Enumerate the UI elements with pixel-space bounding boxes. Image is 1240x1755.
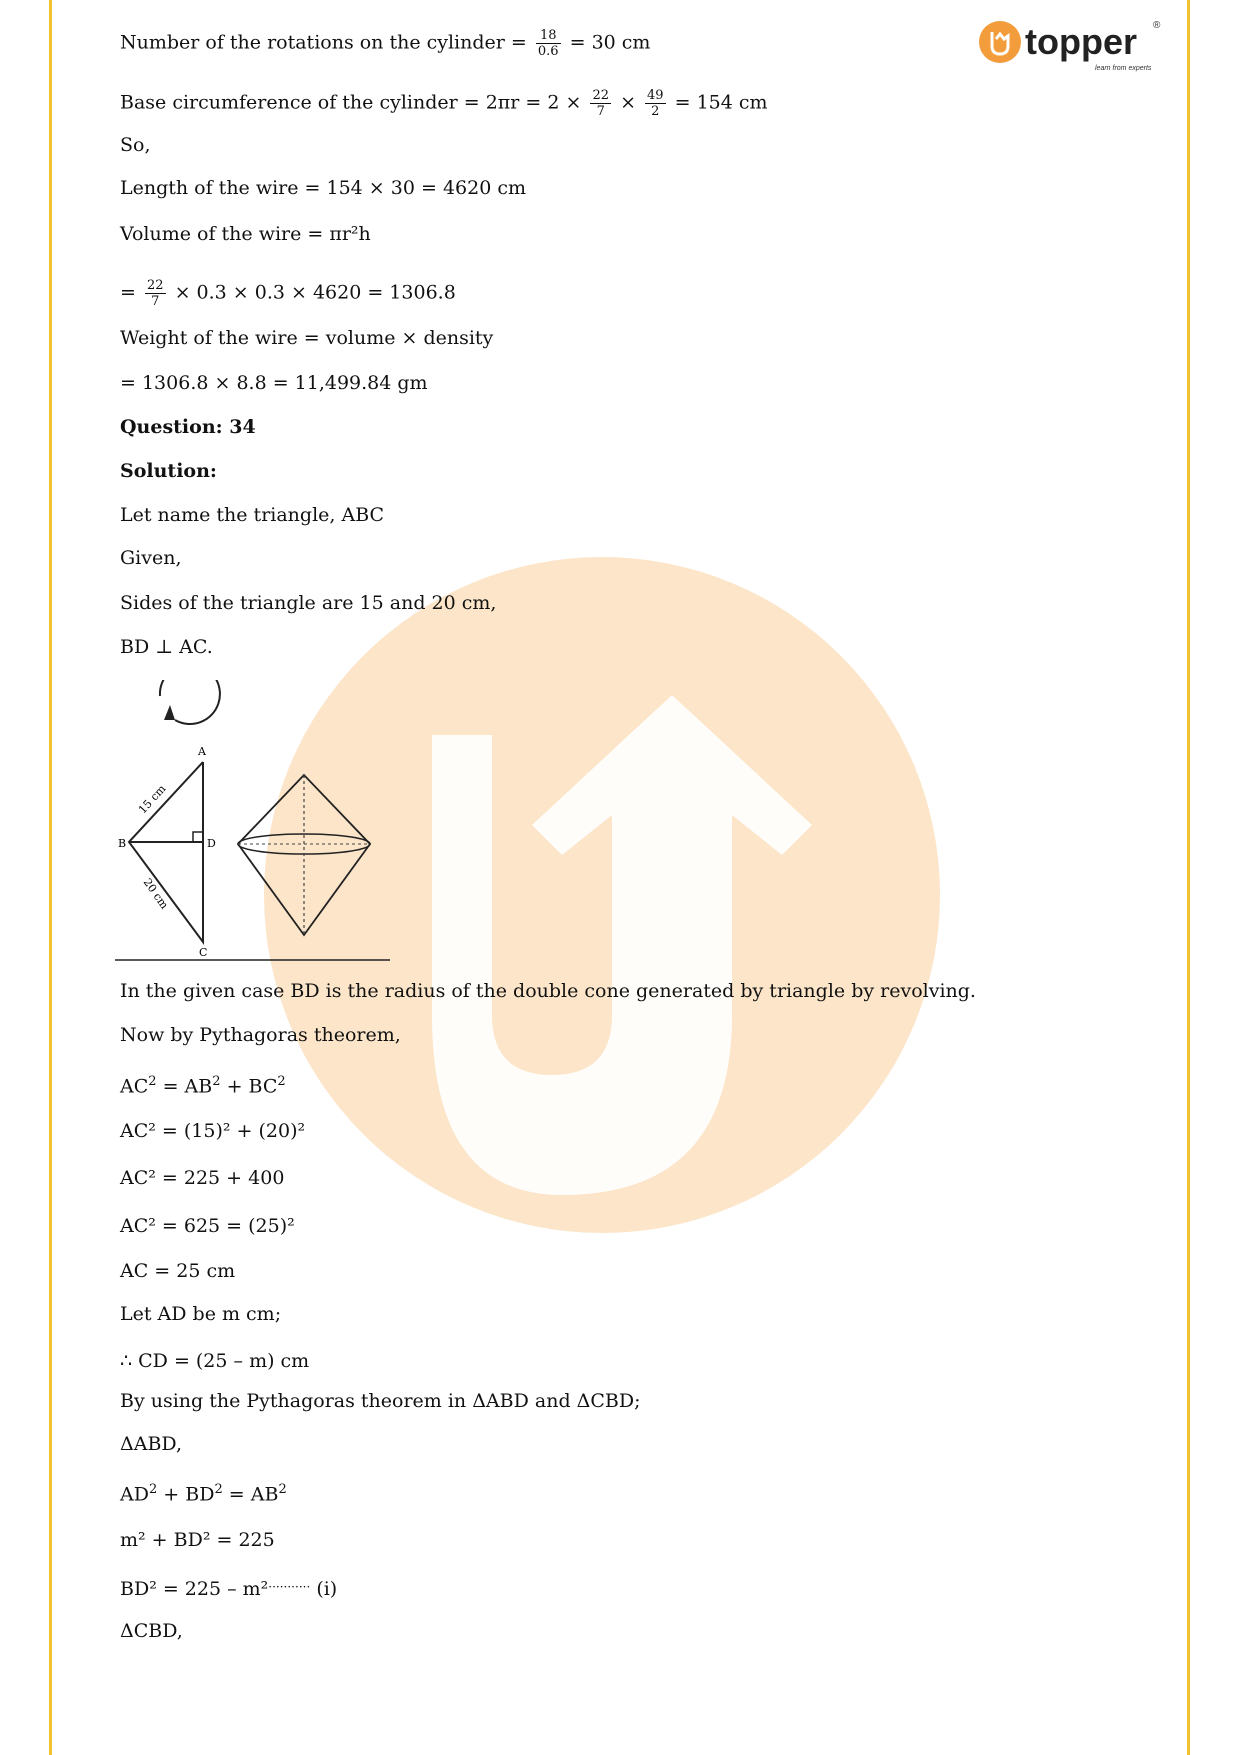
equals-sign: = — [120, 281, 136, 304]
rotations-fraction: $\frac{18}{0.6}$ — [537, 28, 559, 59]
so-line: So, — [120, 134, 151, 156]
equation-8: BD² = 225 – m²··········· (i) — [120, 1578, 338, 1600]
length-line: Length of the wire = 154 × 30 = 4620 cm — [120, 177, 526, 199]
equation-7: m² + BD² = 225 — [120, 1529, 275, 1551]
label-c: C — [199, 946, 208, 959]
topper-logo — [975, 14, 1165, 76]
sides-line: Sides of the triangle are 15 and 20 cm, — [120, 592, 497, 614]
circumference-text: Base circumference of the cylinder = 2πr = 2 × — [120, 91, 582, 114]
label-d: D — [207, 837, 216, 850]
arrow-head-icon — [164, 705, 175, 720]
equation-1: $AC^2 = AB^2 + BC^2$ — [120, 1074, 286, 1098]
logo-text: topper — [1025, 21, 1137, 62]
given-line: Given, — [120, 547, 182, 569]
weight-calc-line: = 1306.8 × 8.8 = 11,499.84 gm — [120, 372, 428, 394]
volume-line: Volume of the wire = πr²h — [120, 223, 371, 245]
times-sign: × — [620, 91, 636, 114]
circumference-result: = 154 cm — [674, 91, 768, 114]
logo-tagline: learn from experts — [1095, 65, 1152, 72]
fraction-22-7: $\frac{22}{7}$ — [146, 278, 164, 309]
rotations-text: Number of the rotations on the cylinder = — [120, 31, 527, 54]
equation-6: $AD^2 + BD^2 = AB^2$ — [120, 1482, 287, 1506]
side-label-15: 15 cm — [135, 782, 169, 817]
label-a: A — [198, 745, 206, 758]
fraction-49-2: $\frac{49}{2}$ — [647, 88, 664, 119]
solution-heading: Solution: — [120, 460, 217, 482]
right-angle-mark — [193, 832, 203, 842]
rotations-line — [120, 28, 650, 59]
weight-line: Weight of the wire = volume × density — [120, 327, 494, 349]
rotations-result: = 30 cm — [569, 31, 651, 54]
equation-2: AC² = (15)² + (20)² — [120, 1120, 306, 1142]
fraction-22-7: $\frac{22}{7}$ — [592, 88, 610, 119]
let-ad-line: Let AD be m cm; — [120, 1303, 282, 1325]
page-border-left — [49, 0, 52, 1755]
in-case-line: In the given case BD is the radius of the double cone generated by triangle by revolving. — [120, 980, 976, 1002]
circumference-line — [120, 88, 768, 119]
cbd-label: ΔCBD, — [120, 1620, 183, 1642]
label-b: B — [118, 837, 127, 850]
side-label-20: 20 cm — [140, 876, 171, 912]
triangle-revolution-diagram — [115, 680, 395, 962]
equation-4: AC² = 625 = (25)² — [120, 1215, 295, 1237]
equation-5: AC = 25 cm — [120, 1260, 236, 1282]
volume-calc-text: × 0.3 × 0.3 × 4620 = 1306.8 — [174, 281, 456, 304]
abd-label: ΔABD, — [120, 1433, 183, 1455]
question-heading: Question: 34 — [120, 416, 256, 438]
pythagoras-line: Now by Pythagoras theorem, — [120, 1024, 401, 1046]
logo-registered: ® — [1153, 20, 1161, 31]
equation-3: AC² = 225 + 400 — [120, 1167, 285, 1189]
cd-line: ∴ CD = (25 – m) cm — [120, 1350, 310, 1372]
volume-calc-line — [120, 278, 456, 309]
let-name-line: Let name the triangle, ABC — [120, 504, 385, 526]
using-line: By using the Pythagoras theorem in ΔABD and ΔCBD; — [120, 1390, 641, 1412]
page-border-right — [1187, 0, 1190, 1755]
perpendicular-line: BD ⊥ AC. — [120, 636, 213, 658]
